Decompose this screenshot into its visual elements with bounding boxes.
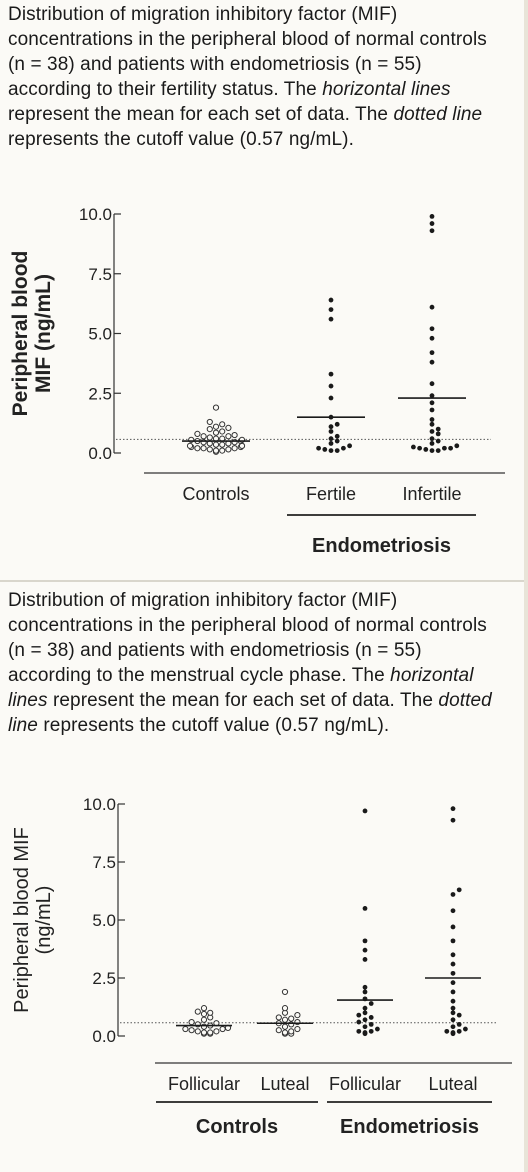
data-point-filled (329, 441, 334, 446)
group-label: Endometriosis (340, 1116, 479, 1138)
y-tick-label: 5.0 (88, 324, 112, 344)
data-point-filled (356, 1020, 361, 1025)
data-point-filled (451, 962, 456, 967)
data-point-open (207, 427, 212, 432)
data-point-filled (451, 938, 456, 943)
caption-emphasis: dotted line (8, 690, 492, 736)
data-point-filled (363, 1006, 368, 1011)
data-point-open (201, 1011, 206, 1016)
data-point-open (295, 1026, 300, 1031)
y-axis-label (11, 827, 55, 1013)
data-point-filled (430, 214, 435, 219)
data-point-filled (329, 436, 334, 441)
data-point-filled (347, 443, 352, 448)
data-point-filled (451, 980, 456, 985)
data-point-filled (457, 1022, 462, 1027)
data-point-filled (451, 925, 456, 930)
data-point-filled (363, 938, 368, 943)
data-point-filled (451, 1017, 456, 1022)
data-point-filled (329, 307, 334, 312)
data-point-filled (363, 948, 368, 953)
x-category-label: Luteal (260, 1074, 310, 1094)
data-point-filled (363, 990, 368, 995)
data-point-filled (363, 809, 368, 814)
data-point-filled (356, 1013, 361, 1018)
data-point-open (220, 429, 225, 434)
data-point-open (276, 1015, 281, 1020)
y-axis-label-line: MIF (ng/mL) (32, 274, 56, 393)
caption-text: Distribution of migration inhibitory factor (MIF) concentrations in the peripheral blood of normal controls (n = 38) and patients with endometriosis (n = 55) according to their fertility status. The (8, 4, 487, 100)
data-point-open (207, 447, 212, 452)
figure-panel-cycle-phase (0, 580, 528, 1172)
caption-text: represent the mean for each set of data. The (47, 690, 439, 711)
figure-caption (8, 588, 508, 738)
data-point-filled (430, 305, 435, 310)
data-point-filled (375, 1027, 380, 1032)
data-point-open (226, 447, 231, 452)
data-point-open (189, 1028, 194, 1033)
data-point-filled (369, 1001, 374, 1006)
y-axis-label-line: Peripheral blood MIF (11, 827, 33, 1013)
data-point-filled (451, 990, 456, 995)
data-point-open (207, 419, 212, 424)
data-point-filled (417, 446, 422, 451)
data-point-open (187, 443, 192, 448)
data-point-open (213, 430, 218, 435)
data-point-open (183, 1026, 188, 1031)
data-point-filled (451, 952, 456, 957)
data-point-open (208, 1010, 213, 1015)
data-point-filled (329, 396, 334, 401)
data-point-filled (329, 372, 334, 377)
data-point-open (282, 1017, 287, 1022)
data-point-open (220, 448, 225, 453)
scatter-plot-cycle-phase (0, 784, 528, 1172)
data-point-open (289, 1016, 294, 1021)
x-category-label: Infertile (402, 484, 462, 504)
data-point-filled (329, 429, 334, 434)
y-tick-label: 10.0 (82, 795, 116, 814)
data-point-filled (316, 446, 321, 451)
figure-caption (8, 2, 508, 152)
caption-text: represent the mean for each set of data. The (8, 104, 394, 125)
data-point-filled (369, 1015, 374, 1020)
scatter-plot-fertility (0, 190, 528, 570)
data-point-filled (436, 431, 441, 436)
data-point-filled (411, 445, 416, 450)
data-point-filled (451, 1030, 456, 1035)
data-point-filled (322, 447, 327, 452)
y-axis-label-line: Peripheral blood (9, 250, 32, 417)
data-point-open (220, 442, 225, 447)
data-point-open (213, 405, 218, 410)
data-point-open (232, 432, 237, 437)
y-tick-label: 0.0 (88, 444, 112, 463)
data-point-filled (363, 985, 368, 990)
caption-text: Distribution of migration inhibitory factor (MIF) concentrations in the peripheral blood of normal controls (n = 38) and patients with endometriosis (n = 55) according to the menstrual cycle phase. The (8, 590, 487, 686)
data-point-filled (451, 1006, 456, 1011)
data-point-filled (430, 448, 435, 453)
data-point-open (195, 431, 200, 436)
data-point-open (276, 1028, 281, 1033)
data-point-filled (451, 818, 456, 823)
data-point-filled (363, 957, 368, 962)
data-point-open (195, 1009, 200, 1014)
data-point-filled (448, 446, 453, 451)
data-point-filled (457, 887, 462, 892)
x-category-label: Luteal (428, 1074, 478, 1094)
y-tick-label: 7.5 (88, 264, 112, 284)
data-point-filled (423, 447, 428, 452)
data-point-open (195, 446, 200, 451)
data-point-open (226, 425, 231, 430)
data-point-open (289, 1029, 294, 1034)
data-point-filled (335, 434, 340, 439)
data-point-open (208, 1030, 213, 1035)
data-point-open (282, 1006, 287, 1011)
data-point-filled (430, 429, 435, 434)
data-point-open (214, 1029, 219, 1034)
data-point-filled (430, 417, 435, 422)
data-point-filled (451, 1024, 456, 1029)
data-point-open (295, 1013, 300, 1018)
data-point-filled (457, 1013, 462, 1018)
data-point-filled (444, 1029, 449, 1034)
data-point-filled (430, 408, 435, 413)
data-point-filled (329, 424, 334, 429)
data-point-filled (363, 1024, 368, 1029)
data-point-open (282, 989, 287, 994)
data-point-open (220, 422, 225, 427)
data-point-filled (451, 892, 456, 897)
data-point-filled (363, 1030, 368, 1035)
data-point-open (195, 1029, 200, 1034)
data-point-open (201, 1017, 206, 1022)
data-point-filled (335, 448, 340, 453)
data-point-filled (451, 971, 456, 976)
data-point-filled (430, 336, 435, 341)
data-point-filled (436, 427, 441, 432)
group-label: Endometriosis (312, 535, 451, 557)
data-point-filled (430, 422, 435, 427)
caption-text: represents the cutoff value (0.57 ng/mL). (8, 129, 354, 150)
data-point-filled (451, 908, 456, 913)
data-point-open (282, 1024, 287, 1029)
data-point-filled (457, 1029, 462, 1034)
data-point-open (232, 446, 237, 451)
data-point-filled (436, 448, 441, 453)
data-point-open (282, 1030, 287, 1035)
y-tick-label: 10.0 (78, 205, 112, 224)
data-point-open (207, 435, 212, 440)
data-point-open (213, 448, 218, 453)
data-point-filled (363, 1010, 368, 1015)
y-axis-label (9, 251, 55, 417)
data-point-open (213, 424, 218, 429)
data-point-filled (430, 228, 435, 233)
data-point-open (213, 442, 218, 447)
data-point-filled (369, 1022, 374, 1027)
group-label: Controls (195, 1116, 279, 1138)
data-point-filled (329, 384, 334, 389)
data-point-filled (335, 439, 340, 444)
data-point-filled (430, 441, 435, 446)
caption-emphasis: dotted line (393, 104, 483, 125)
data-point-open (189, 1019, 194, 1024)
data-point-filled (329, 448, 334, 453)
data-point-open (201, 1006, 206, 1011)
data-point-filled (463, 1027, 468, 1032)
y-axis-label-line: (ng/mL) (33, 885, 55, 955)
x-category-label: Fertile (305, 484, 357, 504)
data-point-filled (430, 436, 435, 441)
data-point-open (226, 434, 231, 439)
data-point-filled (356, 1029, 361, 1034)
data-point-filled (369, 1029, 374, 1034)
data-point-open (201, 434, 206, 439)
figure-panel-fertility (0, 0, 528, 580)
x-category-label: Follicular (328, 1074, 402, 1094)
data-point-filled (436, 439, 441, 444)
data-point-open (201, 1030, 206, 1035)
data-point-filled (430, 381, 435, 386)
y-tick-label: 7.5 (92, 853, 116, 872)
caption-emphasis: horizontal lines (8, 665, 474, 711)
data-point-filled (430, 221, 435, 226)
data-point-filled (329, 317, 334, 322)
y-tick-label: 2.5 (92, 969, 116, 988)
data-point-filled (335, 422, 340, 427)
data-point-filled (430, 326, 435, 331)
data-point-filled (329, 298, 334, 303)
caption-text: represents the cutoff value (0.57 ng/mL). (37, 715, 390, 736)
data-point-filled (430, 400, 435, 405)
data-point-filled (451, 1010, 456, 1015)
x-category-label: Controls (182, 484, 250, 504)
data-point-filled (451, 806, 456, 811)
data-point-filled (363, 906, 368, 911)
data-point-filled (442, 446, 447, 451)
page-edge (524, 0, 528, 1172)
data-point-filled (341, 446, 346, 451)
y-tick-label: 0.0 (92, 1027, 116, 1046)
y-tick-label: 5.0 (92, 911, 116, 930)
data-point-filled (363, 1017, 368, 1022)
data-point-filled (430, 350, 435, 355)
data-point-open (220, 1026, 225, 1031)
data-point-filled (430, 360, 435, 365)
caption-emphasis: horizontal lines (322, 79, 451, 100)
data-point-filled (454, 443, 459, 448)
data-point-open (201, 446, 206, 451)
y-tick-label: 2.5 (88, 384, 112, 404)
x-category-label: Follicular (167, 1074, 241, 1094)
data-point-filled (451, 999, 456, 1004)
